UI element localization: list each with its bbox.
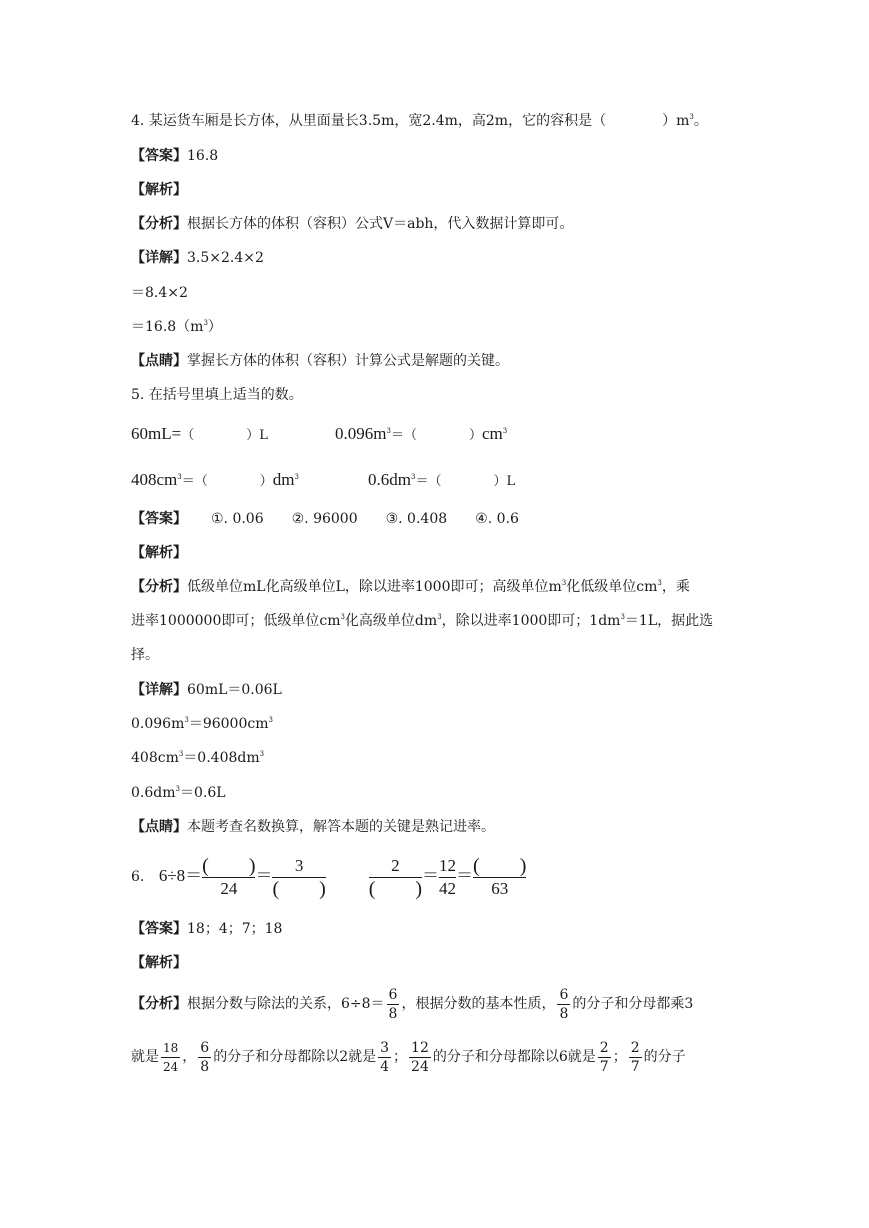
q5-formula-4: $0.6dm^3=$（ ）L [368,470,516,489]
q4-dianjing: 【点睛】掌握长方体的体积（容积）计算公式是解题的关键。 [131,353,509,369]
q4-question: 4. 某运货车厢是长方体，从里面量长3.5m，宽2.4m，高2m，它的容积是（ ）$m^3$。 [131,113,708,129]
q6-frac-1: ( ) 24 [202,854,256,898]
q6-question: 6. 6÷8＝ ( ) 24 ＝ 3 ( ) 2 ( ) ＝ $\frac{12}{42}$ ＝ ( ) 63 [131,854,527,900]
q5-formula-3: $408cm^3=$（ ）$dm^3$ [131,470,299,489]
q5-xiangjie: 【详解】60mL＝0.06L [131,682,282,698]
q6-jiexi: 【解析】 [131,955,187,971]
q4-jiexi: 【解析】 [131,182,187,198]
q6-frac-2: 3 ( ) [272,855,326,900]
q5-formula-1: 60mL=（ ）L [131,424,268,443]
q6-frac-5: ( ) 63 [473,854,527,898]
q5-detail-2: $0.096m^3=96000cm^3$ [131,716,273,732]
q5-detail-4: $0.6dm^3=0.6L$ [131,785,226,801]
q4-step2: ＝8.4×2 [131,285,188,301]
q5-dianjing: 【点睛】本题考查名数换算，解答本题的关键是熟记进率。 [131,819,495,835]
q4-step3: $=16.8(m^3)$ [131,319,222,335]
q5-formula-2: $0.096m^3=$（ ）$cm^3$ [335,424,508,443]
q5-fenxi-line2: 进率1000000即可；低级单位$cm^3$化高级单位$dm^3$，除以进率1000即可；$1dm^3=1L$，据此选 [131,613,714,629]
q6-frac-3: 2 ( ) [368,855,423,900]
q6-fenxi-line1: 【分析】根据分数与除法的关系，6÷8＝ $\frac{6}{8}$ ，根据分数的基本性质， $\frac{6}{8}$ 的分子和分母都乘3 [131,986,694,1022]
q4-answer: 【答案】16.8 [131,148,219,164]
q5-fenxi-line1: 【分析】低级单位mL化高级单位L，除以进率1000即可；高级单位$m^3$化低级单位$cm^3$，乘 [131,579,690,595]
q6-frac-4: $\frac{12}{42}$ [439,855,457,898]
q5-detail-3: $408cm^3=0.408dm^3$ [131,750,265,766]
q4-xiangjie: 【详解】3.5×2.4×2 [131,250,264,266]
q5-fenxi-line3: 择。 [131,647,159,663]
q5-question: 5. 在括号里填上适当的数。 [131,387,303,403]
q6-answer: 【答案】18；4；7；18 [131,921,283,937]
q6-fenxi-line2: 就是 $\frac{18}{24}$ ， $\frac{6}{8}$ 的分子和分母都除以2就是 $\frac{3}{4}$ ； $\frac{12}{24}$ 的分子和分母都除以6就是 $\frac{2}{7}$ ； $\frac{2}{7}$ 的分子 [131,1039,686,1075]
q5-jiexi: 【解析】 [131,545,187,561]
q4-fenxi: 【分析】根据长方体的体积（容积）公式V＝abh，代入数据计算即可。 [131,216,574,232]
q5-answer: 【答案】 ①. 0.06 ②. 96000 ③. 0.408 ④. 0.6 [131,511,519,527]
